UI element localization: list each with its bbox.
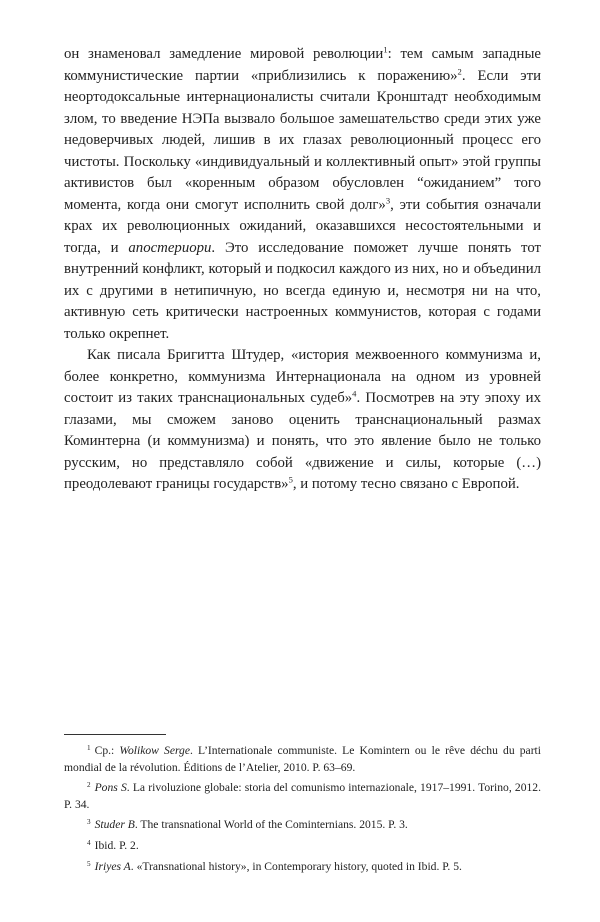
text-run: . Посмотрев на эту эпоху их глазами, мы сможем заново оценить транснациональный размах Коминтерна (и коммунизма) и понять, что это явление было не только русским, но представляло собой «движение и силы, которые (…) преодолевают границы государств» <box>64 390 541 492</box>
footnote-number: 5 <box>87 859 91 868</box>
footnote-number: 2 <box>87 781 91 790</box>
footnote-divider <box>64 734 166 735</box>
footnote-ref: 2 <box>457 66 462 77</box>
text-run: . L’Internationale communiste. Le Komintern ou le rêve déchu du parti mondial de la révolution. Éditions de l’Atelier, 2010. P. 63–69. <box>64 744 541 774</box>
footnote <box>64 743 541 776</box>
text-run: . Это исследование поможет лучше понять тот внутренний конфликт, который и подкосил каждого из них, но и объединил их с другими в нетипичную, но всегда единую и, несмотря ни на что, активную сеть критически настроенных коммунистов, которая с годами только окрепнет. <box>64 239 541 342</box>
footnote-ref: 1 <box>383 44 388 55</box>
text-run: , и потому тесно связано с Европой. <box>292 476 520 492</box>
footnote-ref: 4 <box>352 388 357 399</box>
italic-text: Studer B <box>94 818 135 832</box>
italic-text: апостериори <box>128 239 212 256</box>
text-run: . La rivoluzione globale: storia del comunismo internazionale, 1917–1991. Torino, 2012. P. 34. <box>64 781 541 811</box>
text-run: . Если эти неортодоксальные интернационалисты считали Кронштадт необходимым злом, то введение НЭПа вызвало большое замешательство среди этих уже недоверчивых людей, лишив в их глазах революционный процесс его чистоты. Поскольку «индивидуальный и коллективный опыт» этой группы активистов был «коренным образом обусловлен “ожиданием” того момента, когда они смогут исполнить свой долг» <box>64 67 541 213</box>
footnote <box>64 859 541 876</box>
text-run: : тем самым западные коммунистические партии «приблизились к поражению» <box>64 46 541 84</box>
text-run: . The transnational World of the Cominternians. 2015. P. 3. <box>134 818 408 832</box>
italic-text: Iriyes A <box>94 859 131 873</box>
footnote-number: 3 <box>87 818 91 827</box>
footnote <box>64 817 541 834</box>
footnotes <box>64 743 541 879</box>
text-run: , эти события означали крах их революционных ожиданий, оказавшихся несостоятельными и тогда, и <box>64 196 541 256</box>
paragraph <box>64 44 541 345</box>
footnote-number: 1 <box>87 744 91 753</box>
text-run: он знаменовал замедление мировой революции <box>64 46 384 62</box>
footnote-number: 4 <box>87 839 91 848</box>
footnote <box>64 780 541 813</box>
italic-text: Pons S <box>94 781 127 795</box>
text-run: Как писала Бригитта Штудер, «история межвоенного коммунизма и, более конкретно, коммунизма Интернационала на одном из уровней состоит из таких транснациональных судеб» <box>64 347 541 406</box>
footnote-ref: 3 <box>385 195 391 206</box>
footnote-ref: 5 <box>288 474 293 485</box>
text-run: Ср.: <box>94 744 120 757</box>
main-text <box>64 44 541 496</box>
italic-text: Wolikow Serge <box>119 744 191 757</box>
footnote <box>64 838 541 855</box>
text-run: . «Transnational history», in Contemporary history, quoted in Ibid. P. 5. <box>130 859 462 873</box>
paragraph <box>64 345 541 496</box>
text-run: Ibid. P. 2. <box>94 838 139 852</box>
